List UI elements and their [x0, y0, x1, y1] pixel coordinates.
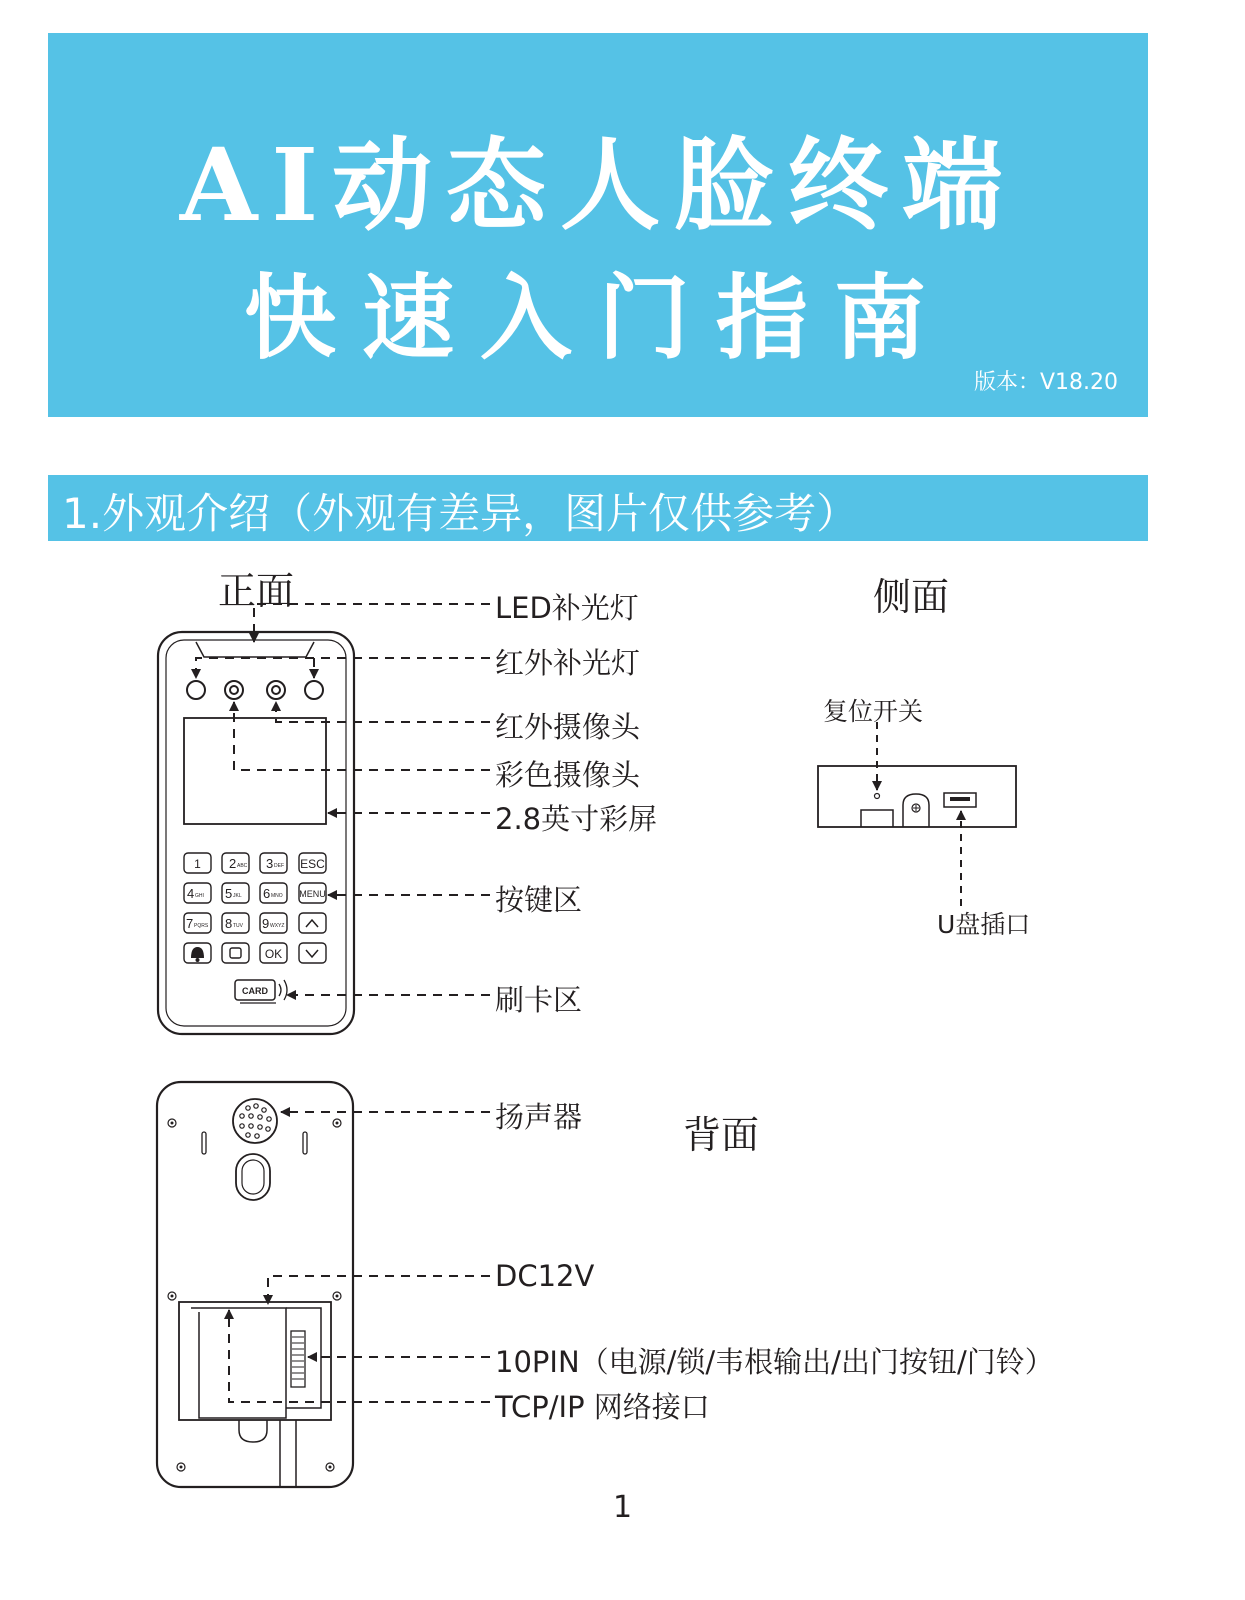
key-label: MENU	[299, 889, 326, 899]
key-label: 6	[263, 886, 271, 901]
keypad-labels	[186, 856, 326, 996]
key-sublabel: WXYZ	[270, 923, 285, 929]
key-label: 4	[187, 886, 195, 901]
up-arrow-icon	[306, 920, 318, 927]
side-view-label: 侧面	[873, 575, 950, 619]
callout-tcpip: TCP/IP 网络接口	[495, 1390, 710, 1424]
key-label: 7	[186, 916, 194, 931]
key-sublabel: ABC	[237, 863, 248, 869]
key-label: 8	[225, 916, 233, 931]
version-label: 版本：V18.20	[973, 370, 1118, 395]
mount-hole	[236, 1154, 270, 1200]
bell-icon	[191, 947, 204, 958]
key-label: ESC	[300, 857, 325, 871]
key-sublabel: MNO	[271, 893, 283, 899]
callout-color-camera: 彩色摄像头	[495, 758, 641, 792]
callout-led-fill-light: LED补光灯	[495, 591, 639, 625]
down-arrow-icon	[306, 950, 318, 957]
page-number: 1	[612, 1490, 633, 1525]
key-sublabel: DEF	[274, 863, 284, 869]
document-title-line1: AI动态人脸终端	[179, 126, 1017, 244]
key-label: 5	[225, 886, 233, 901]
ir-light-right-icon	[305, 681, 323, 699]
ir-light-left-icon	[187, 681, 205, 699]
card-label: CARD	[242, 986, 268, 996]
key-label: 9	[262, 916, 270, 931]
key-sublabel: TUV	[233, 923, 243, 929]
nfc-wave-icon	[279, 980, 287, 1000]
callout-screen: 2.8英寸彩屏	[495, 802, 658, 836]
key-label: 3	[266, 856, 274, 871]
callout-usb-port: U盘插口	[937, 910, 1031, 939]
camera-right-icon	[267, 681, 285, 699]
document-title-line2: 快速入门指南	[243, 264, 952, 372]
callout-keypad-area: 按键区	[495, 883, 583, 917]
key-label: 2	[229, 856, 237, 871]
callout-card-area: 刷卡区	[495, 983, 583, 1017]
key-sublabel: PQRS	[194, 923, 209, 929]
camera-left-icon	[225, 681, 243, 699]
callout-ir-fill-light: 红外补光灯	[495, 646, 641, 680]
back-device-drawing	[157, 1082, 353, 1487]
reset-switch-icon	[875, 794, 880, 799]
key-sublabel: GHI	[195, 893, 204, 899]
front-device-drawing	[158, 632, 354, 1034]
side-device-drawing	[818, 766, 1016, 827]
callout-speaker: 扬声器	[495, 1100, 583, 1134]
front-view-label: 正面	[218, 569, 295, 613]
callout-ir-camera: 红外摄像头	[495, 710, 641, 744]
section-title: 1.外观介绍（外观有差异，图片仅供参考）	[62, 489, 859, 538]
screen-outline	[184, 718, 326, 824]
reset-recess	[861, 810, 893, 827]
back-view-label: 背面	[683, 1113, 760, 1157]
callout-10pin: 10PIN（电源/锁/韦根输出/出门按钮/门铃）	[495, 1345, 1054, 1379]
key-sublabel: JKL	[233, 893, 242, 899]
callout-reset-switch: 复位开关	[823, 697, 924, 726]
key-label: 1	[194, 857, 201, 871]
key-label: OK	[264, 947, 283, 961]
callout-dc12v: DC12V	[495, 1259, 595, 1293]
